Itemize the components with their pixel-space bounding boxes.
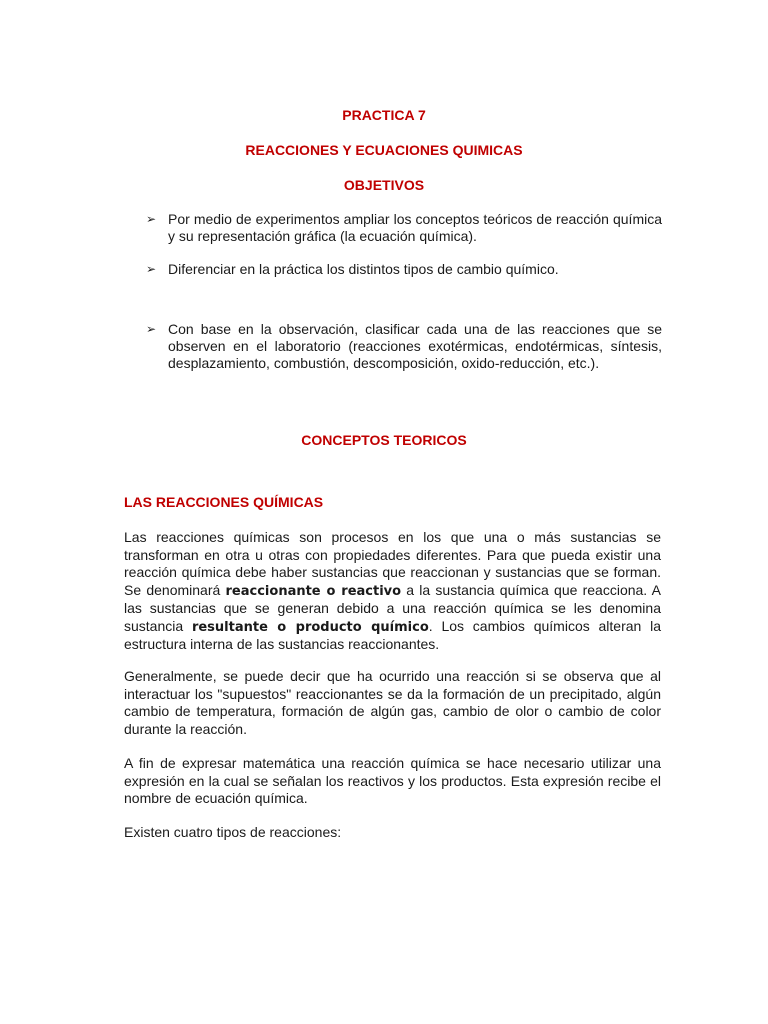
objective-item [146,261,662,278]
paragraph-text: . Los cambios químicos alteran la estructura interna de las sustancias reaccionantes. [124,617,661,652]
objective-text: Diferenciar en la práctica los distintos tipos de cambio químico. [168,261,559,277]
document-subtitle: REACCIONES Y ECUACIONES QUIMICAS [245,142,523,158]
paragraph-equation: A fin de expresar matemática una reacción química se hace necesario utilizar una expresión en la cual se señalan los reactivos y los productos. Esta expresión recibe el nombre de ecuación química. [124,755,661,806]
document-title: PRACTICA 7 [342,107,426,123]
paragraph-types: Existen cuatro tipos de reacciones: [124,824,342,840]
objective-item [146,321,662,372]
paragraph-observation: Generalmente, se puede decir que ha ocurrido una reacción si se observa que al interactuar los "supuestos" reaccionantes se da la formación de un precipitado, algún cambio de temperatura, formación de algún gas, cambio de olor o cambio de color durante la reacción. [124,668,661,737]
objective-text: Por medio de experimentos ampliar los conceptos teóricos de reacción química y su representación gráfica (la ecuación química). [168,211,662,244]
paragraph-text: Las reacciones químicas son procesos en los que una o más sustancias se transforman en otra u otras con propiedades diferentes. Para que pueda existir una reacción química debe haber sustancias que reaccionan y sustancias que se forman. Se denominará [124,529,661,598]
objectives-heading: OBJETIVOS [343,177,425,193]
bold-term: resultante o producto químico [191,619,429,635]
arrow-bullet-icon: ➢ [146,212,157,226]
bold-term: reaccionante o reactivo [225,583,402,599]
objective-text: Con base en la observación, clasificar cada una de las reacciones que se observen en el laboratorio (reacciones exotérmicas, endotérmicas, síntesis, desplazamiento, combustión, descomposición, oxido-reducción, etc.). [168,321,662,371]
concepts-heading: CONCEPTOS TEORICOS [301,432,467,448]
paragraph-text: a la sustancia química que reacciona. A las sustancias que se generan debido a una reacción química se les denomina sustancia [124,581,661,634]
arrow-bullet-icon: ➢ [146,262,157,276]
section-title: LAS REACCIONES QUÍMICAS [124,494,324,510]
paragraph-definition [124,529,661,654]
arrow-bullet-icon: ➢ [146,322,157,336]
objective-item [146,211,662,245]
